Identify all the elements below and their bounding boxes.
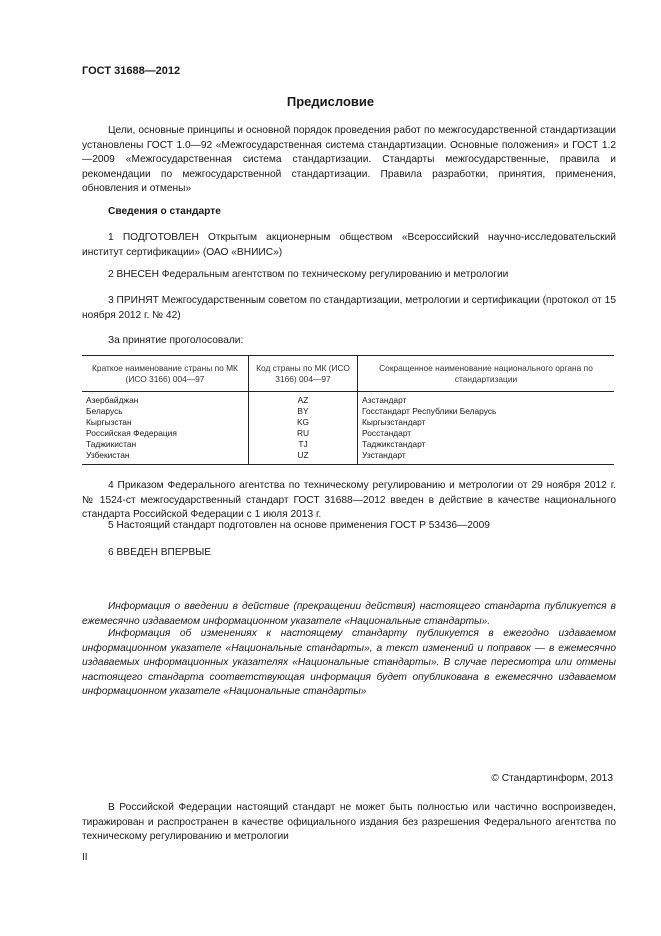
country-code: AZ <box>249 392 358 407</box>
country-name: Узбекистан <box>82 450 249 465</box>
country-name: Азербайджан <box>82 392 249 407</box>
country-name: Российская Федерация <box>82 428 249 439</box>
standards-body: Росстандарт <box>362 428 412 438</box>
rights-paragraph: В Российской Федерации настоящий стандарт не может быть полностью или частично воспроизведен, тиражирован и распространен в качестве официального издания без разрешения Федерального агентства по техническому регулированию и метрологии <box>82 802 616 843</box>
table-row <box>82 439 614 450</box>
item-1: 1 ПОДГОТОВЛЕН Открытым акционерным обществом «Всероссийский научно-исследовательский институт сертификации» (ОАО «ВНИИС») <box>82 232 616 258</box>
page-title: Предисловие <box>286 94 375 109</box>
item-2: 2 ВНЕСЕН Федеральным агентством по техническому регулированию и метрологии <box>108 269 509 280</box>
country-name: Таджикистан <box>82 439 249 450</box>
country-code: BY <box>249 406 358 417</box>
country-code: UZ <box>249 450 358 465</box>
copyright-line: © Стандартинформ, 2013 <box>491 773 613 784</box>
item-6: 6 ВВЕДЕН ВПЕРВЫЕ <box>108 547 212 558</box>
standards-body: Таджикстандарт <box>362 439 426 449</box>
column-header-country: Краткое наименование страны по МК (ИСО 3166) 004—97 <box>82 356 249 392</box>
intro-paragraph: Цели, основные принципы и основной порядок проведения работ по межгосударственной стандартизации установлены ГОСТ 1.0—92 «Межгосударственная система стандартизации. Основные положения» и ГОСТ 1.2—2009 «Межгосударственная система стандартизации. Стандарты межгосударственные, правила и рекомендации по межгосударственной стандартизации. Правила разработки, принятия, применения, обновления и отмены» <box>82 125 616 195</box>
country-code: RU <box>249 428 358 439</box>
country-name: Беларусь <box>82 406 249 417</box>
table-row <box>82 450 614 465</box>
standards-body: Узстандарт <box>358 450 615 465</box>
note-publication: Информация о введении в действие (прекращении действия) настоящего стандарта публикуется в ежемесячно издаваемом информационном указателе «Национальные стандарты». <box>82 601 616 627</box>
table-header-row <box>82 356 614 392</box>
column-header-body: Сокращенное наименование национального органа по стандартизации <box>358 356 615 392</box>
document-code: ГОСТ 31688—2012 <box>82 65 181 77</box>
item-5: 5 Настоящий стандарт подготовлен на основе применения ГОСТ Р 53436—2009 <box>108 520 490 531</box>
table-row <box>82 392 614 407</box>
standards-body: Госстандарт Республики Беларусь <box>362 406 497 416</box>
table-row <box>82 428 614 439</box>
table-row <box>82 406 614 417</box>
item-3: 3 ПРИНЯТ Межгосударственным советом по стандартизации, метрологии и сертификации (протокол от 15 ноября 2012 г. № 42) <box>82 295 616 321</box>
standards-body: Кыргызстандарт <box>362 417 426 427</box>
country-code: KG <box>249 417 358 428</box>
item-4: 4 Приказом Федерального агентства по техническому регулированию и метрологии от 29 ноября 2012 г. № 1524-ст межгосударственный стандарт ГОСТ 31688—2012 введен в действие в качестве национального стандарта Российской Федерации с 1 июля 2013 г. <box>82 480 616 521</box>
countries-table <box>82 355 614 465</box>
country-code: TJ <box>249 439 358 450</box>
page-number: II <box>82 852 88 863</box>
standards-body: Азстандарт <box>362 395 407 405</box>
column-header-code: Код страны по МК (ИСО 3166) 004—97 <box>249 356 358 392</box>
table-row <box>82 417 614 428</box>
vote-label: За принятие проголосовали: <box>108 335 244 346</box>
country-name: Кыргызстан <box>82 417 249 428</box>
info-heading: Сведения о стандарте <box>108 206 221 217</box>
note-changes: Информация об изменениях к настоящему стандарту публикуется в ежегодно издаваемом информационном указателе «Национальные стандарты», а текст изменений и поправок — в ежемесячно издаваемых информационных указателях «Национальные стандарты». В случае пересмотра или отмены настоящего стандарта соответствующая информация будет опубликована в ежемесячно издаваемом информационном указателе «Национальные стандарты» <box>82 628 616 698</box>
